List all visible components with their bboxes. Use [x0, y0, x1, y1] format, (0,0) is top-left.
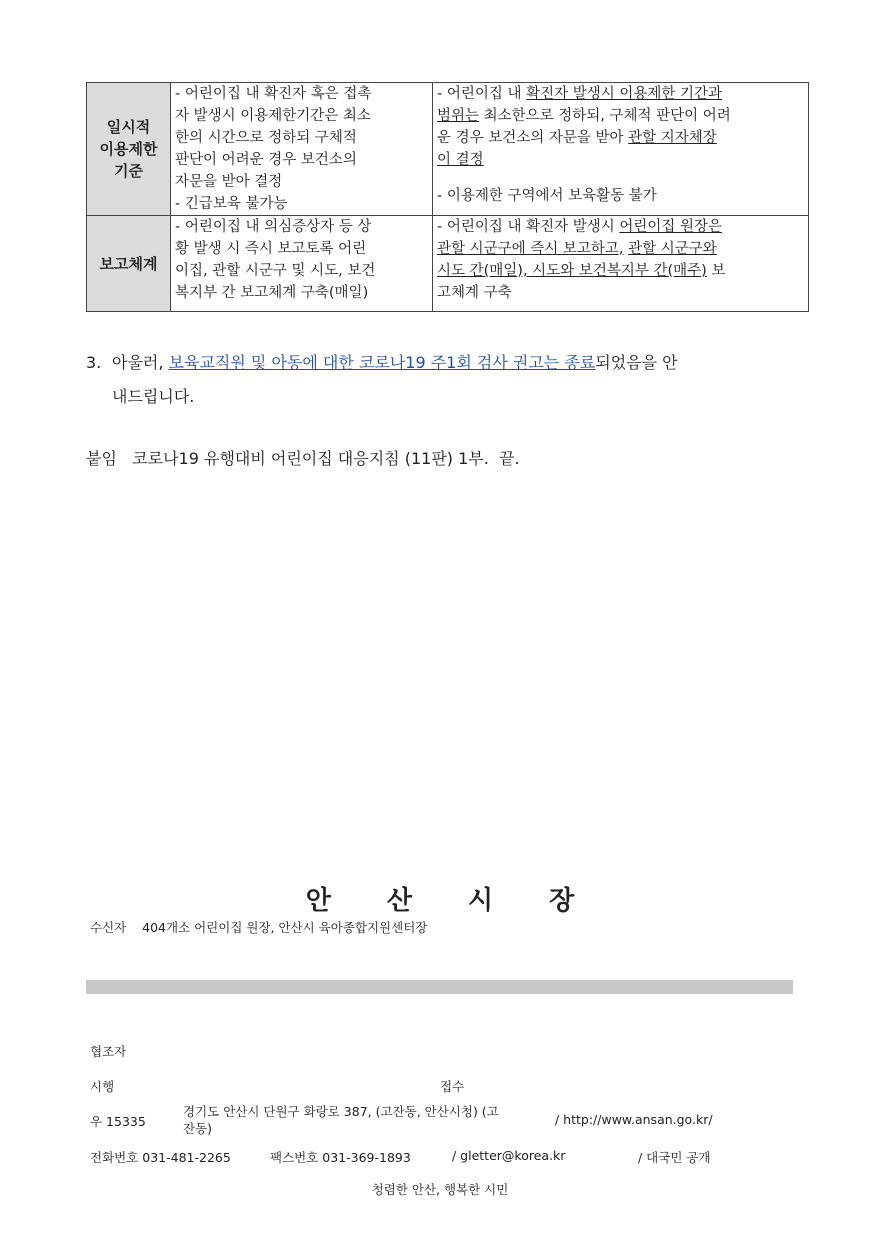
- website-link[interactable]: / http://www.ansan.go.kr/: [555, 1112, 713, 1127]
- policy-table: [86, 82, 809, 312]
- cell-line: - 어린이집 내 확진자 발생시 어린이집 원장은: [437, 219, 723, 235]
- row-header-temporary-restriction: [87, 83, 171, 216]
- attachment-line: 붙임 코로나19 유행대비 어린이집 대응지침 (11판) 1부. 끝.: [86, 449, 520, 468]
- revised-guideline-cell: [433, 216, 809, 312]
- fax-number: 팩스번호 031-369-1893: [270, 1150, 411, 1165]
- current-guideline-cell: [171, 216, 433, 312]
- email-link[interactable]: / gletter@korea.kr: [452, 1148, 566, 1163]
- signature-title: 안산시장: [305, 886, 631, 916]
- revised-guideline-cell: [433, 83, 809, 216]
- cell-line: 복지부 간 보고체계 구축(매일): [175, 285, 369, 301]
- highlighted-notice-link[interactable]: 보육교직원 및 아동에 대한 코로나19 주1회 검사 권고는 종료: [168, 353, 596, 372]
- divider-bar: [86, 980, 793, 994]
- header-line: 보고체계: [99, 254, 158, 273]
- cell-line: 이 결정: [437, 152, 484, 168]
- cell-line: 고체계 구축: [437, 285, 512, 301]
- city-slogan: 청렴한 안산, 행복한 시민: [371, 1182, 509, 1197]
- cell-line: - 어린이집 내 확진자 혹은 접촉: [175, 86, 372, 102]
- row-header-reporting: [87, 216, 171, 312]
- cell-line: 판단이 어려운 경우 보건소의: [175, 152, 357, 168]
- header-line: 기준: [114, 162, 143, 180]
- paragraph-continuation: 내드립니다.: [112, 387, 195, 406]
- cell-line: 관할 시군구에 즉시 보고하고, 관할 시군구와: [437, 241, 717, 257]
- cell-gap: [437, 171, 806, 185]
- table-row: [87, 83, 809, 216]
- table-row: [87, 216, 809, 312]
- phone-number: 전화번호 031-481-2265: [90, 1150, 231, 1165]
- cell-line: 한의 시간으로 정하되 구체적: [175, 130, 357, 146]
- recipients-line: 수신자 404개소 어린이집 원장, 안산시 육아종합지원센터장: [90, 920, 428, 935]
- cell-line: - 어린이집 내 의심증상자 등 상: [175, 219, 372, 235]
- receive-label: 접수: [440, 1079, 465, 1094]
- cell-line: 운 경우 보건소의 자문을 받아 관할 지자체장: [437, 130, 717, 146]
- cell-line: 황 발생 시 즉시 보고토록 어린: [175, 241, 367, 257]
- cell-line: 시도 간(매일), 시도와 보건복지부 간(매주) 보: [437, 263, 726, 279]
- cooperator-label: 협조자: [90, 1044, 127, 1059]
- enforce-label: 시행: [90, 1079, 115, 1094]
- cell-line: 자 발생시 이용제한기간은 최소: [175, 108, 371, 124]
- cell-line: - 어린이집 내 확진자 발생시 이용제한 기간과: [437, 86, 723, 102]
- header-line: 일시적: [106, 118, 151, 136]
- disclosure-status: / 대국민 공개: [638, 1150, 711, 1165]
- cell-line: 범위는 최소한으로 정하되, 구체적 판단이 어려: [437, 108, 731, 124]
- header-line: 이용제한: [99, 140, 158, 158]
- cell-line: - 이용제한 구역에서 보육활동 불가: [437, 188, 657, 204]
- cell-line: - 긴급보육 불가능: [175, 196, 288, 212]
- current-guideline-cell: [171, 83, 433, 216]
- paragraph-number: 3.: [86, 353, 102, 372]
- postal-code: 우 15335: [90, 1114, 146, 1129]
- cell-line: 이집, 관할 시군구 및 시도, 보건: [175, 263, 376, 279]
- address: 경기도 안산시 단원구 화랑로 387, (고잔동, 안산시청) (고 잔동): [183, 1104, 499, 1136]
- paragraph-3: 3. 아울러, 보육교직원 및 아동에 대한 코로나19 주1회 검사 권고는 종료되었음을 안 내드립니다.: [86, 346, 806, 414]
- cell-line: 자문을 받아 결정: [175, 174, 283, 190]
